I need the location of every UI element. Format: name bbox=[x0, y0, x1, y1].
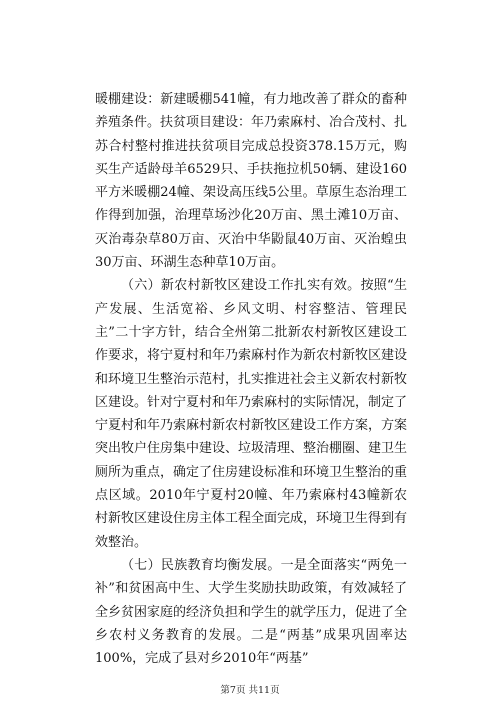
paragraph-livestock-shelters: 暖棚建设：新建暖棚541幢，有力地改善了群众的畜种养殖条件。扶贫项目建设：年乃索麻村、冶合茂村、扎苏合村整村推进扶贫项目完成总投资378.15万元，购买生产适龄母羊6529只、手扶拖拉机50辆、建设160平方米暖棚24幢、架设高压线5公里。草原生态治理工作得到加强，治理草场沙化20万亩、黑土滩10万亩、灭治毒杂草80万亩、灭治中华鼢鼠40万亩、灭治蝗虫30万亩、环湖生态种草10万亩。 bbox=[95, 92, 408, 271]
page-number-footer: 第7页 共11页 bbox=[220, 685, 280, 696]
paragraph-ethnic-education: （七）民族教育均衡发展。一是全面落实“两免一补”和贫困高中生、大学生奖励扶助政策，有效减轻了全乡贫困家庭的经济负担和学生的就学压力，促进了全乡农村义务教育的发展。二是“两基”成果巩固率达100%，完成了县对乡2010年“两基” bbox=[95, 557, 408, 667]
document-body bbox=[95, 88, 407, 670]
paragraph-new-rural-construction: （六）新农村新牧区建设工作扎实有效。按照“生产发展、生活宽裕、乡风文明、村容整洁、管理民主”二十字方针，结合全州第二批新农村新牧区建设工作要求，将宁夏村和年乃索麻村作为新农村新牧区建设和环境卫生整治示范村，扎实推进社会主义新农村新牧区建设。针对宁夏村和年乃索麻村的实际情况，制定了宁夏村和年乃索麻村新农村新牧区建设工作方案，方案突出牧户住房集中建设、垃圾清理、整治棚圈、建卫生厕所为重点，确定了住房建设标准和环境卫生整治的重点区域。2010年宁夏村20幢、年乃索麻村43幢新农村新牧区建设住房主体工程全面完成，环境卫生得到有效整治。 bbox=[95, 278, 408, 550]
